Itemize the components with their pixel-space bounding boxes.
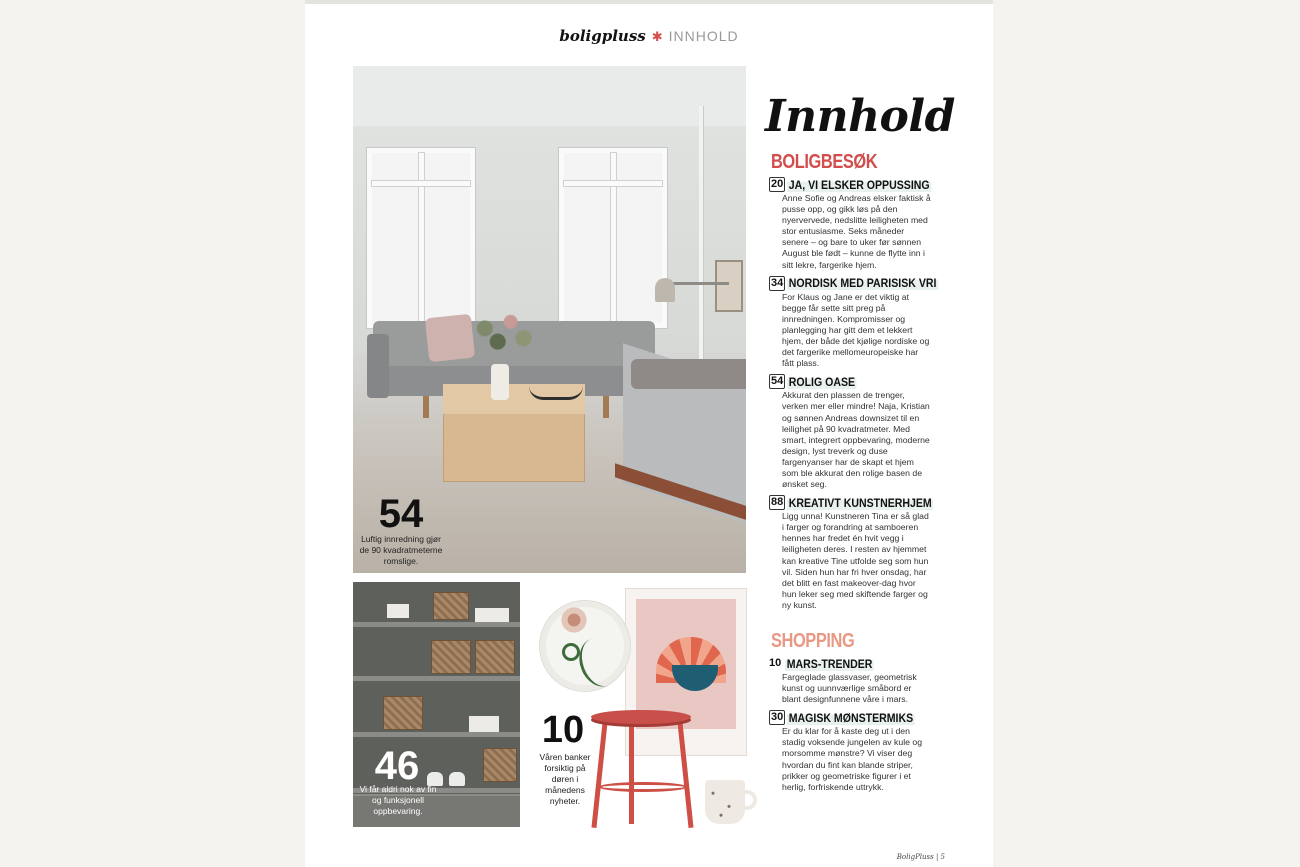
entry-description: Fargeglade glassvaser, geometrisk kunst og uunnværlige småbord er blant designfunnene våre i mars. [782,672,917,705]
entry-title[interactable]: KREATIVT KUNSTNERHJEM [789,495,932,510]
entry-title[interactable]: ROLIG OASE [789,374,856,389]
mug-handle [741,790,757,810]
shelf-photo [353,582,520,827]
entry-title[interactable]: JA, VI ELSKER OPPUSSING [789,177,930,192]
entry-description: For Klaus og Jane er det viktig at begge får sette sitt preg på innredningen. Kompromisser og planlegging har gitt dem et lekkert hjem, der både det kjølige nordiske og det fargerike mellomeuropeiske har fått plass. [782,291,930,369]
speckled-mug [705,780,745,824]
section-label: INNHOLD [668,28,739,44]
plate-flower [558,607,590,633]
page-number: 34 [771,276,784,289]
daybed-cushion [631,359,746,389]
brand-logo: boligpluss [559,27,646,45]
entry-title[interactable]: NORDISK MED PARISISK VRI [789,276,937,291]
folded-textiles [469,716,499,732]
sofa-leg [603,396,609,418]
fan-poster [625,588,747,756]
plate-bud [562,643,580,661]
living-room-photo [353,66,746,573]
storage-box [475,608,509,622]
flower-bouquet [459,302,545,368]
wall-art [715,260,743,312]
masthead [305,26,993,45]
wicker-basket [431,640,471,674]
wall-lamp [655,278,675,302]
toc-entry[interactable] [769,176,985,271]
magazine-page [305,0,993,867]
window-left [367,148,475,328]
toc-entry[interactable] [769,275,985,370]
entry-description: Er du klar for å kaste deg ut i den stadig voksende jungelen av kule og morsomme mønstre? Vi viser deg hvordan du fint kan blande striper, prikker og geometriske figurer i et herlig, forfriskende uttrykk. [782,726,923,792]
entry-description: Ligg unna! Kunstneren Tina er så glad i farger og forandring at samboeren hennes har fredet én hvit vegg i leiligheten deres. I resten av hjemmet kan kreative Tine utfolde seg som hun vil. Siden hun har fri hver onsdag, har det blitt en fast makeover-dag hvor hun leker seg med skiftende farger og ny kunst. [782,511,929,610]
shelf-board [353,732,520,737]
star-icon: ✱ [651,30,663,45]
wicker-basket [475,640,515,674]
shelf-board [353,676,520,681]
page-title: Innhold [765,91,955,142]
toc-entry[interactable] [769,373,985,490]
sofa-arm [367,334,389,398]
plate-stem [573,632,628,693]
photo-caption: Luftig innredning gjør de 90 kvadratmeterne romslige. [359,534,443,566]
sofa-leg [423,396,429,418]
entry-title[interactable]: MARS-TRENDER [787,656,873,671]
photo-caption: Vi får aldri nok av fin og funksjonell oppbevaring. [359,784,437,816]
photo-caption: Våren banker forsiktig på døren i månedens nyheter. [539,752,591,806]
wicker-basket [483,748,517,782]
shopping-collage [533,582,748,834]
bowl [529,386,583,400]
page-number: 54 [771,375,784,388]
wall-pipe [699,106,703,376]
wicker-basket [433,592,469,620]
toc-entry[interactable] [769,655,985,705]
page-number-badge[interactable]: 10 [541,709,585,751]
shelf-board [353,622,520,627]
category-heading: SHOPPING [771,630,855,652]
stool-leg [629,724,634,824]
window-right [559,148,667,328]
shoe [449,772,465,786]
page-number: 10 [769,657,782,669]
page-footer: BoligPluss | 5 [896,853,945,861]
fan-handle [672,665,718,691]
stool-ring [599,782,687,792]
page-number: 88 [771,496,784,509]
entry-description: Anne Sofie og Andreas elsker faktisk å pusse opp, og gikk løs på den nyervervede, nedslitte leiligheten med stor entusiasme. Seks måneder senere – og bare to uker før sønnen August ble født – kunne de flytte inn i sitt lekre, fargerike hjem. [782,193,931,270]
lamp-arm [671,282,729,285]
page-number-badge[interactable]: 54 [378,492,424,536]
entry-title[interactable]: MAGISK MØNSTERMIKS [789,710,914,725]
wicker-basket [383,696,423,730]
category-heading: BOLIGBESØK [771,151,878,173]
toc-entry[interactable] [769,709,985,793]
page-number: 30 [771,711,784,724]
entry-description: Akkurat den plassen de trenger, verken mer eller mindre! Naja, Kristian og sønnen Andreas downsizet til en leilighet på 90 kvadratmeter. Med smart, integrert oppbevaring, moderne design, lyst treverk og duse fargenyanser har de skapt et hjem som ble akkurat den rolige basen de ønsket seg. [782,390,930,490]
storage-box [387,604,409,618]
ceiling [353,66,746,126]
page-number: 20 [771,178,784,190]
toc-entry[interactable] [769,494,985,611]
vase [491,364,509,400]
table-of-contents [765,92,985,797]
flower-plate [539,600,631,692]
side-table [591,710,691,724]
page-number-badge[interactable]: 46 [374,744,420,788]
